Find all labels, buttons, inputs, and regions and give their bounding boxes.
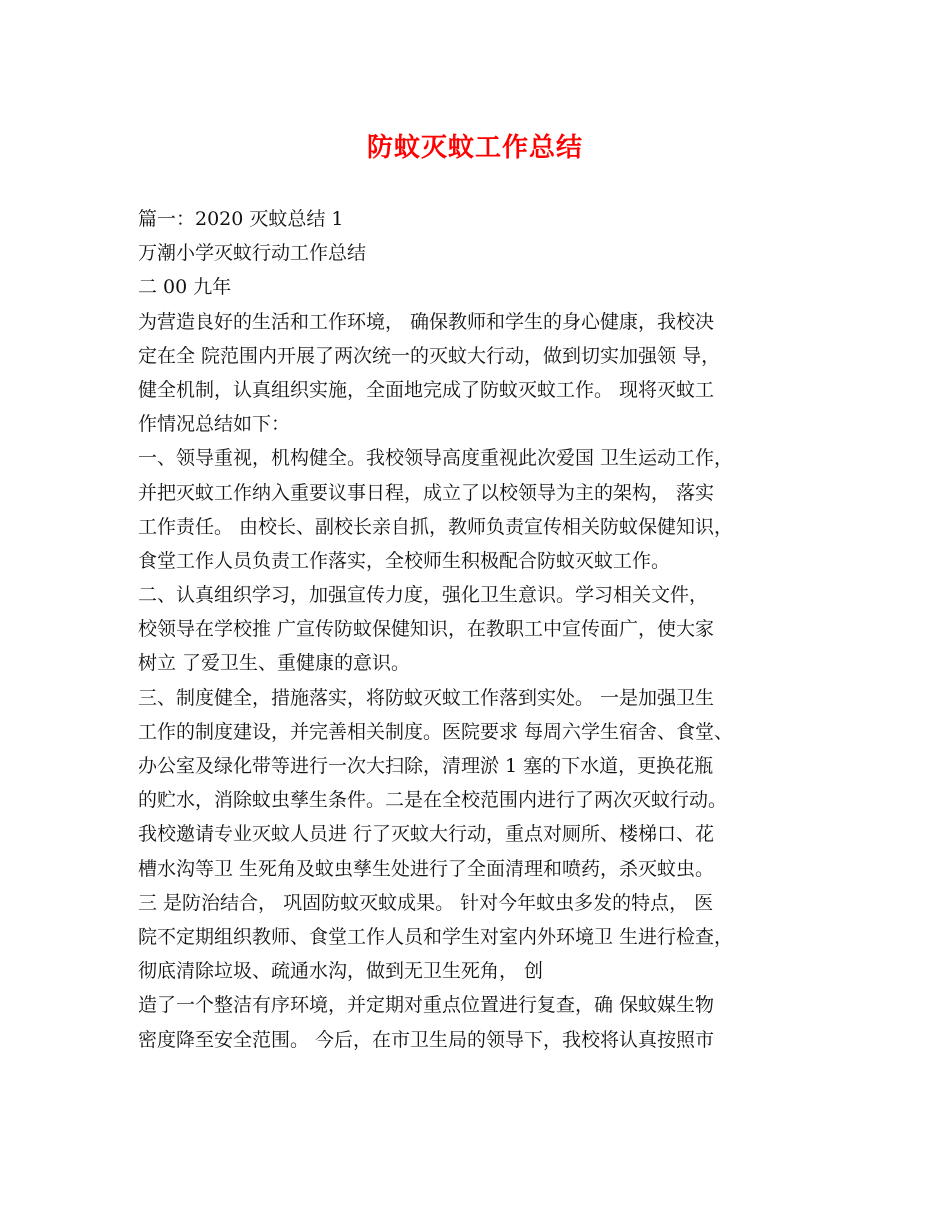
body-line: 健全机制，认真组织实施，全面地完成了防蚊灭蚊工作。 现将灭蚊工 [138,378,715,401]
body-line: 二、认真组织学习，加强宣传力度，强化卫生意识。学习相关文件， [138,584,709,607]
body-line: 造了一个整洁有序环境，并定期对重点位置进行复查，确 保蚊媒生物 [138,994,715,1017]
body-line: 食堂工作人员负责工作落实，全校师生积极配合防蚊灭蚊工作。 [138,549,671,572]
body-line: 万潮小学灭蚊行动工作总结 [138,242,367,265]
body-line: 槽水沟等卫 生死角及蚊虫孳生处进行了全面清理和喷药，杀灭蚊虫。 [138,857,715,880]
body-line: 二 00 九年 [138,276,232,299]
body-line: 办公室及绿化带等进行一次大扫除，清理淤 1 塞的下水道，更换花瓶 [138,755,714,777]
body-line: 三 是防治结合， 巩固防蚊灭蚊成果。 针对今年蚊虫多发的特点， 医 [138,891,714,914]
body-line: 工作责任。 由校长、副校长亲自抓，教师负责宣传相关防蚊保健知识， [138,515,734,538]
document-body [138,202,828,1057]
body-line: 彻底清除垃圾、疏通水沟，做到无卫生死角， 创 [138,960,544,983]
body-line: 一、领导重视，机构健全。我校领导高度重视此次爱国 卫生运动工作， [138,447,734,470]
body-line: 树立 了爱卫生、重健康的意识。 [138,652,411,675]
document-title: 防蚊灭蚊工作总结 [366,133,583,163]
body-line: 三、制度健全，措施落实，将防蚊灭蚊工作落到实处。 一是加强卫生 [138,686,715,709]
body-line: 密度降至安全范围。 今后，在市卫生局的领导下，我校将认真按照市 [138,1028,715,1051]
body-line: 校领导在学校推 广宣传防蚊保健知识，在教职工中宣传面广，使大家 [138,618,715,641]
body-line: 工作的制度建设，并完善相关制度。医院要求 每周六学生宿舍、食堂、 [138,720,734,743]
body-line: 为营造良好的生活和工作环境， 确保教师和学生的身心健康，我校决 [138,310,715,333]
body-line: 篇一：2020 灭蚊总结 1 [138,208,344,230]
body-line: 并把灭蚊工作纳入重要议事日程，成立了以校领导为主的架构， 落实 [138,481,715,504]
body-line: 的贮水，消除蚊虫孳生条件。二是在全校范围内进行了两次灭蚊行动。 [138,789,728,812]
body-line: 院不定期组织教师、食堂工作人员和学生对室内外环境卫 生进行检查， [138,925,734,948]
body-line: 作情况总结如下： [138,413,291,436]
body-line: 定在全 院范围内开展了两次统一的灭蚊大行动，做到切实加强领 导， [138,344,721,367]
body-line: 我校邀请专业灭蚊人员进 行了灭蚊大行动，重点对厕所、楼梯口、花 [138,823,715,846]
